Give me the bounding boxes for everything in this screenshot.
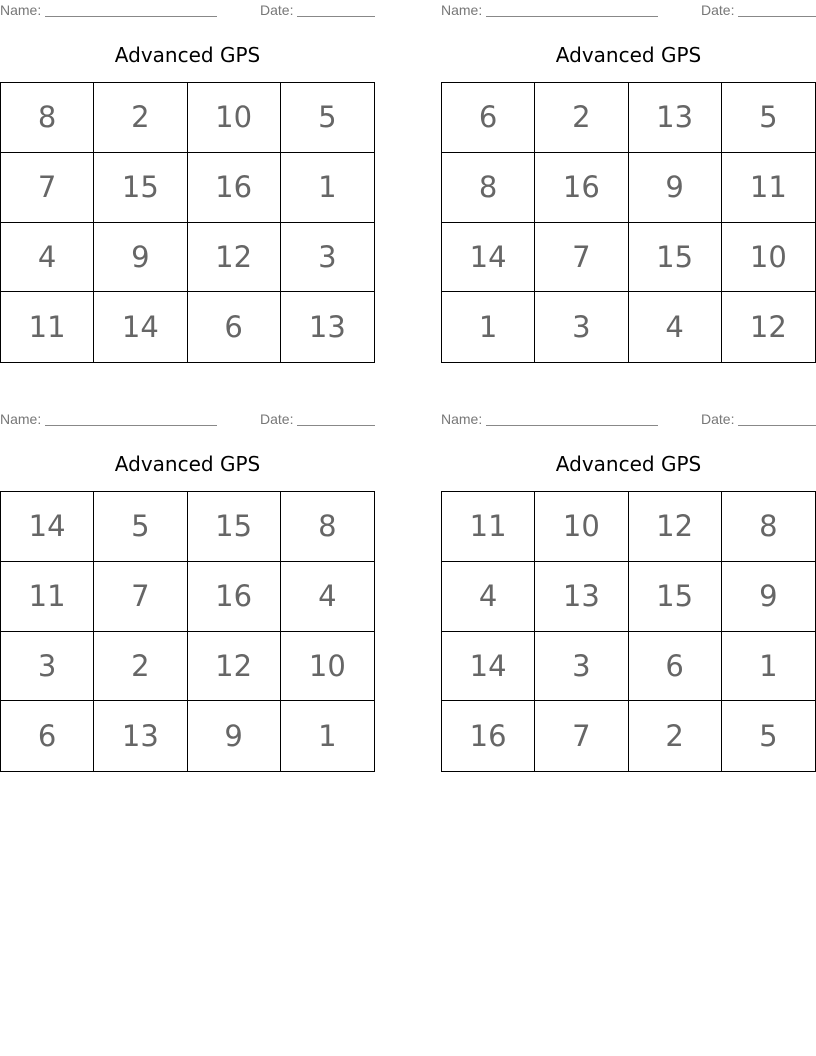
date-label: Date: bbox=[260, 411, 294, 427]
grid-cell: 10 bbox=[281, 632, 374, 702]
grid-cell: 1 bbox=[318, 719, 337, 754]
grid-cell: 3 bbox=[281, 223, 374, 293]
puzzle-card-3 bbox=[0, 409, 375, 773]
grid-cell: 14 bbox=[1, 492, 94, 562]
grid-cell: 12 bbox=[188, 223, 281, 293]
date-field-line[interactable] bbox=[738, 425, 816, 426]
card-title: Advanced GPS bbox=[555, 43, 702, 67]
grid-cell: 7 bbox=[535, 701, 628, 771]
grid-cell: 2 bbox=[535, 83, 628, 153]
date-field-line[interactable] bbox=[297, 16, 375, 17]
grid-cell: 15 bbox=[629, 223, 722, 293]
grid-cell: 11 bbox=[442, 492, 535, 562]
puzzle-card-1 bbox=[0, 0, 375, 364]
card-title: Advanced GPS bbox=[114, 43, 261, 67]
grid-cell: 8 bbox=[281, 492, 374, 562]
card-header bbox=[441, 2, 816, 18]
grid-cell: 11 bbox=[722, 153, 815, 223]
grid-cell: 9 bbox=[629, 153, 722, 223]
grid-cell: 15 bbox=[629, 562, 722, 632]
grid-cell: 3 bbox=[1, 632, 94, 702]
grid-cell: 1 bbox=[442, 292, 535, 362]
grid-cell: 6 bbox=[629, 632, 722, 702]
grid-cell: 5 bbox=[281, 83, 374, 153]
grid-cell: 8 bbox=[442, 153, 535, 223]
grid-cell: 5 bbox=[94, 492, 187, 562]
date-label: Date: bbox=[260, 2, 294, 18]
grid-cell: 13 bbox=[308, 310, 346, 345]
name-label: Name: bbox=[441, 411, 483, 427]
grid-cell: 7 bbox=[535, 223, 628, 293]
grid-cell: 10 bbox=[535, 492, 628, 562]
name-label: Name: bbox=[441, 2, 483, 18]
grid-cell: 10 bbox=[722, 223, 815, 293]
grid-cell: 12 bbox=[749, 310, 787, 345]
grid-cell: 3 bbox=[535, 292, 628, 362]
grid-cell: 1 bbox=[722, 632, 815, 702]
name-field-line[interactable] bbox=[486, 425, 658, 426]
grid-cell: 8 bbox=[1, 83, 94, 153]
grid-cell: 13 bbox=[535, 562, 628, 632]
grid-cell: 5 bbox=[759, 719, 778, 754]
grid-cell: 6 bbox=[1, 701, 94, 771]
grid-cell: 4 bbox=[442, 562, 535, 632]
card-title: Advanced GPS bbox=[114, 452, 261, 476]
grid-cell: 6 bbox=[442, 83, 535, 153]
number-grid bbox=[0, 82, 375, 363]
grid-cell: 1 bbox=[281, 153, 374, 223]
name-field-line[interactable] bbox=[486, 16, 658, 17]
grid-cell: 7 bbox=[1, 153, 94, 223]
grid-cell: 14 bbox=[442, 223, 535, 293]
grid-cell: 9 bbox=[722, 562, 815, 632]
grid-cell: 14 bbox=[94, 292, 187, 362]
date-label: Date: bbox=[701, 411, 735, 427]
date-label: Date: bbox=[701, 2, 735, 18]
card-header bbox=[0, 2, 375, 18]
card-title: Advanced GPS bbox=[555, 452, 702, 476]
grid-cell: 3 bbox=[535, 632, 628, 702]
card-header bbox=[0, 411, 375, 427]
grid-cell: 4 bbox=[281, 562, 374, 632]
date-field-line[interactable] bbox=[738, 16, 816, 17]
grid-cell: 12 bbox=[629, 492, 722, 562]
grid-cell: 15 bbox=[94, 153, 187, 223]
name-field-line[interactable] bbox=[45, 16, 217, 17]
grid-cell: 13 bbox=[94, 701, 187, 771]
grid-cell: 10 bbox=[188, 83, 281, 153]
number-grid bbox=[441, 82, 816, 363]
puzzle-card-4 bbox=[441, 409, 816, 773]
name-label: Name: bbox=[0, 2, 42, 18]
grid-cell: 6 bbox=[188, 292, 281, 362]
puzzle-card-2 bbox=[441, 0, 816, 364]
grid-cell: 8 bbox=[722, 492, 815, 562]
grid-cell: 4 bbox=[629, 292, 722, 362]
grid-cell: 11 bbox=[1, 292, 94, 362]
grid-cell: 13 bbox=[629, 83, 722, 153]
name-label: Name: bbox=[0, 411, 42, 427]
grid-cell: 7 bbox=[94, 562, 187, 632]
grid-cell: 2 bbox=[629, 701, 722, 771]
grid-cell: 2 bbox=[94, 632, 187, 702]
grid-cell: 16 bbox=[535, 153, 628, 223]
grid-cell: 14 bbox=[442, 632, 535, 702]
grid-cell: 5 bbox=[722, 83, 815, 153]
date-field-line[interactable] bbox=[297, 425, 375, 426]
number-grid bbox=[441, 491, 816, 772]
grid-cell: 15 bbox=[188, 492, 281, 562]
grid-cell: 16 bbox=[188, 562, 281, 632]
grid-cell: 9 bbox=[94, 223, 187, 293]
grid-cell: 12 bbox=[188, 632, 281, 702]
grid-cell: 11 bbox=[1, 562, 94, 632]
name-field-line[interactable] bbox=[45, 425, 217, 426]
card-header bbox=[441, 411, 816, 427]
grid-cell: 16 bbox=[188, 153, 281, 223]
grid-cell: 9 bbox=[188, 701, 281, 771]
grid-cell: 2 bbox=[94, 83, 187, 153]
grid-cell: 4 bbox=[1, 223, 94, 293]
grid-cell: 16 bbox=[442, 701, 535, 771]
number-grid bbox=[0, 491, 375, 772]
